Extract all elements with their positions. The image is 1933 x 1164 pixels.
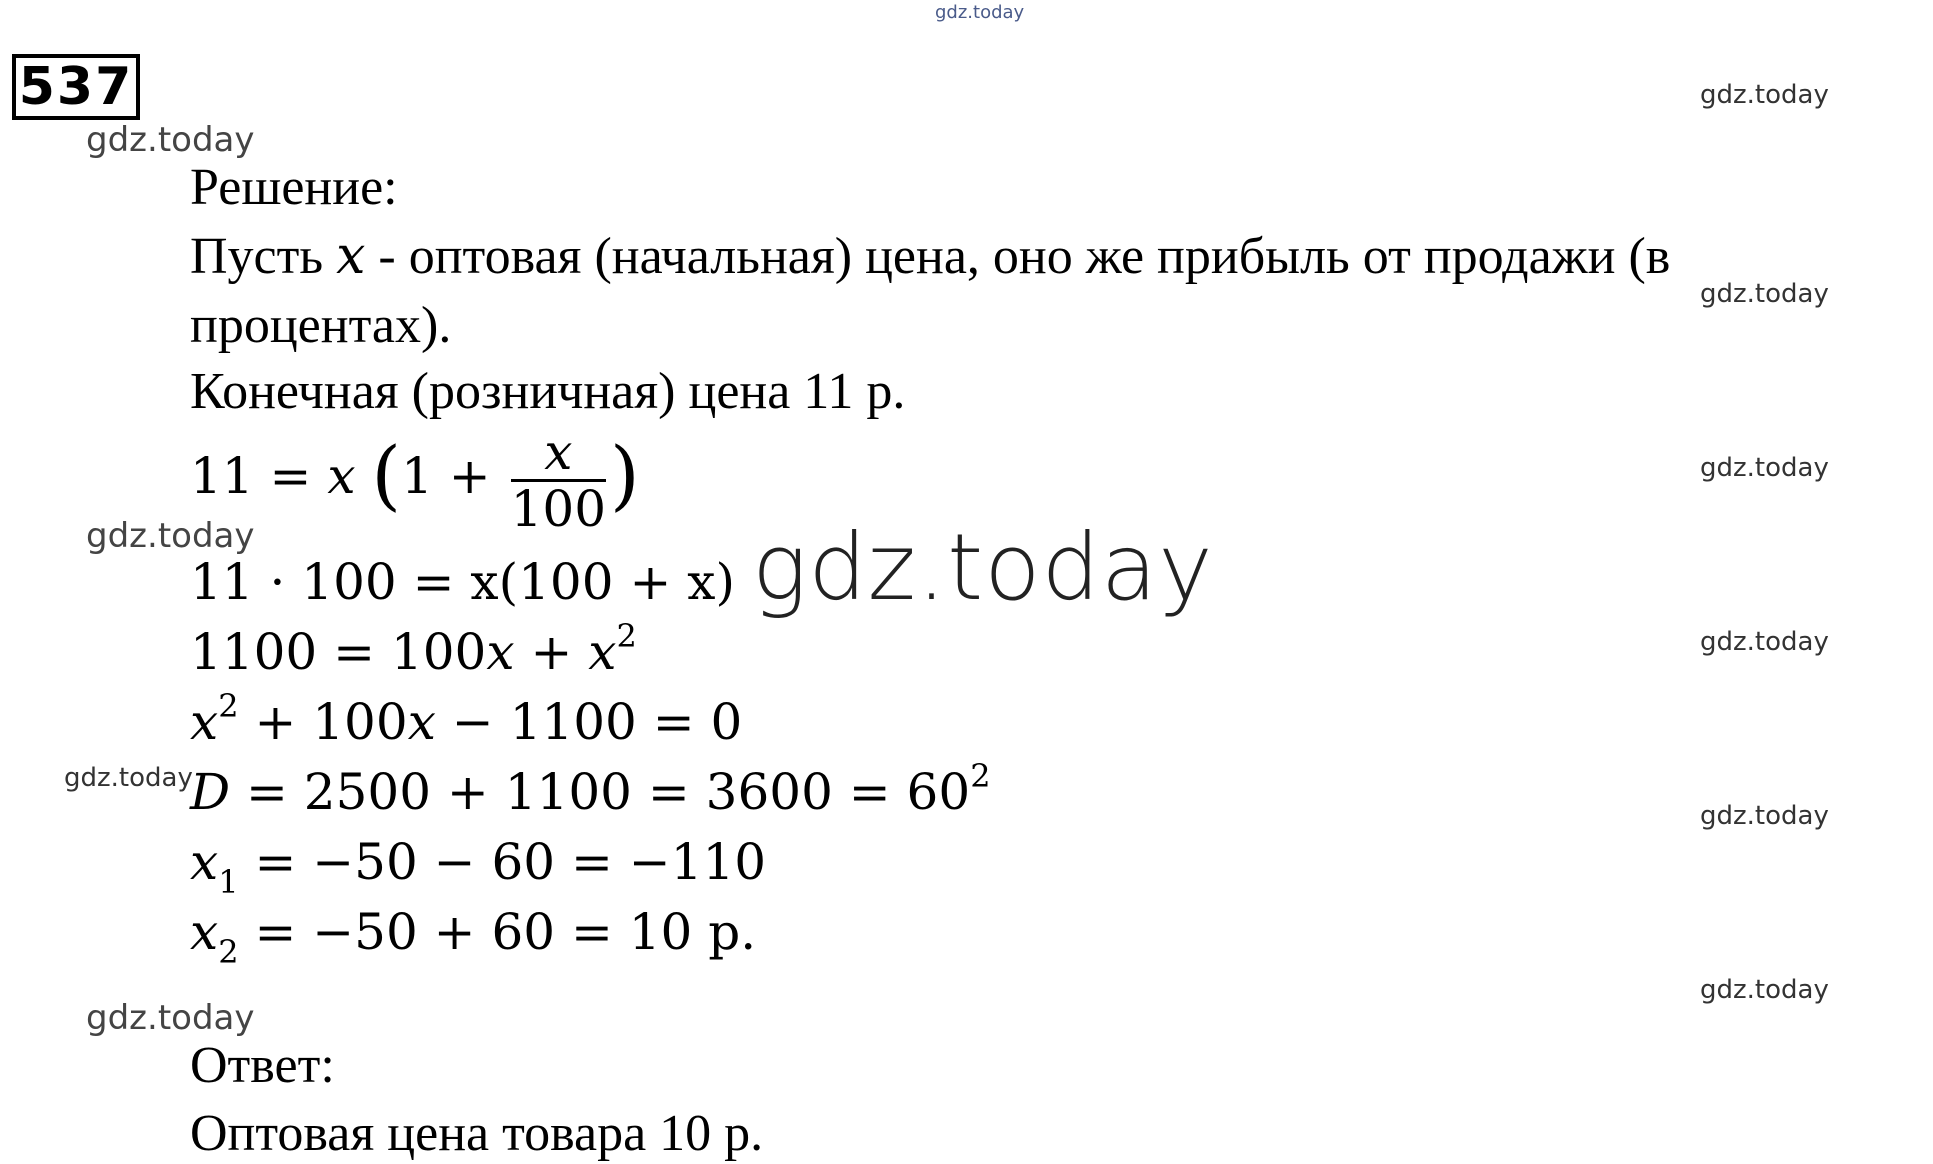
- eq4-power: 2: [218, 687, 239, 725]
- eq1-fraction: [510, 422, 607, 538]
- watermark-large: gdz.today: [752, 514, 1214, 621]
- eq3-x: x: [486, 623, 515, 681]
- eq1-denominator: 100: [510, 479, 607, 538]
- eq4-rest: + 100: [238, 693, 408, 751]
- watermark-left-2: gdz.today: [86, 516, 255, 556]
- eq6-x: x: [190, 833, 219, 891]
- eq7-x: x: [190, 903, 219, 961]
- eq7-sub: 2: [218, 933, 239, 971]
- solution-line-1: [190, 226, 1670, 287]
- eq7-rest: = −50 + 60 = 10 р.: [238, 903, 757, 961]
- watermark-right-6: gdz.today: [1700, 975, 1829, 1005]
- eq5-rest: = 2500 + 1100 = 3600 = 60: [230, 763, 971, 821]
- answer-heading: Ответ:: [190, 1037, 335, 1094]
- eq3-b: +: [514, 623, 589, 681]
- answer-text: Оптовая цена товара 10 р.: [190, 1105, 764, 1162]
- watermark-right-5: gdz.today: [1700, 801, 1829, 831]
- eq1-numerator: x: [511, 425, 606, 482]
- line1-word: Пусть: [190, 228, 324, 285]
- solution-heading: Решение:: [190, 159, 398, 216]
- line1-rest: - оптовая (начальная) цена, оно же прибыль от продажи (в: [365, 228, 1671, 285]
- eq4-end: − 1100 = 0: [435, 693, 743, 751]
- equation-6: [190, 832, 767, 901]
- problem-number: 537: [12, 54, 140, 120]
- eq5-power: 2: [970, 757, 991, 795]
- watermark-top: gdz.today: [935, 2, 1025, 23]
- equation-1: [190, 420, 640, 536]
- eq4-x: x: [190, 693, 219, 751]
- watermark-left-4: gdz.today: [86, 998, 255, 1038]
- watermark-right-1: gdz.today: [1700, 80, 1829, 110]
- equation-7: [190, 902, 757, 971]
- eq6-sub: 1: [218, 863, 239, 901]
- watermark-left-1: gdz.today: [86, 120, 255, 160]
- eq3-a: 1100 = 100: [190, 623, 487, 681]
- watermark-right-2: gdz.today: [1700, 279, 1829, 309]
- watermark-right-3: gdz.today: [1700, 453, 1829, 483]
- equation-5: [190, 757, 991, 822]
- eq5-d: D: [190, 763, 231, 821]
- watermark-right-4: gdz.today: [1700, 627, 1829, 657]
- eq1-one: 1 +: [401, 447, 507, 505]
- solution-line-2: процентах).: [190, 297, 452, 354]
- eq6-rest: = −50 − 60 = −110: [238, 833, 767, 891]
- eq1-close-paren: ): [610, 430, 640, 519]
- eq1-lhs: 11 =: [190, 447, 328, 505]
- eq4-x2: x: [407, 693, 436, 751]
- equation-4: [190, 687, 743, 752]
- watermark-left-3: gdz.today: [64, 763, 193, 793]
- eq3-power: 2: [616, 617, 637, 655]
- solution-line-3: Конечная (розничная) цена 11 р.: [190, 363, 906, 420]
- eq1-open-paren: (: [371, 430, 402, 519]
- eq1-x: x: [327, 447, 356, 505]
- equation-3: [190, 617, 637, 682]
- line1-variable: x: [336, 226, 366, 286]
- eq3-x2: x: [588, 623, 617, 681]
- equation-2: 11 · 100 = x(100 + x): [190, 553, 735, 611]
